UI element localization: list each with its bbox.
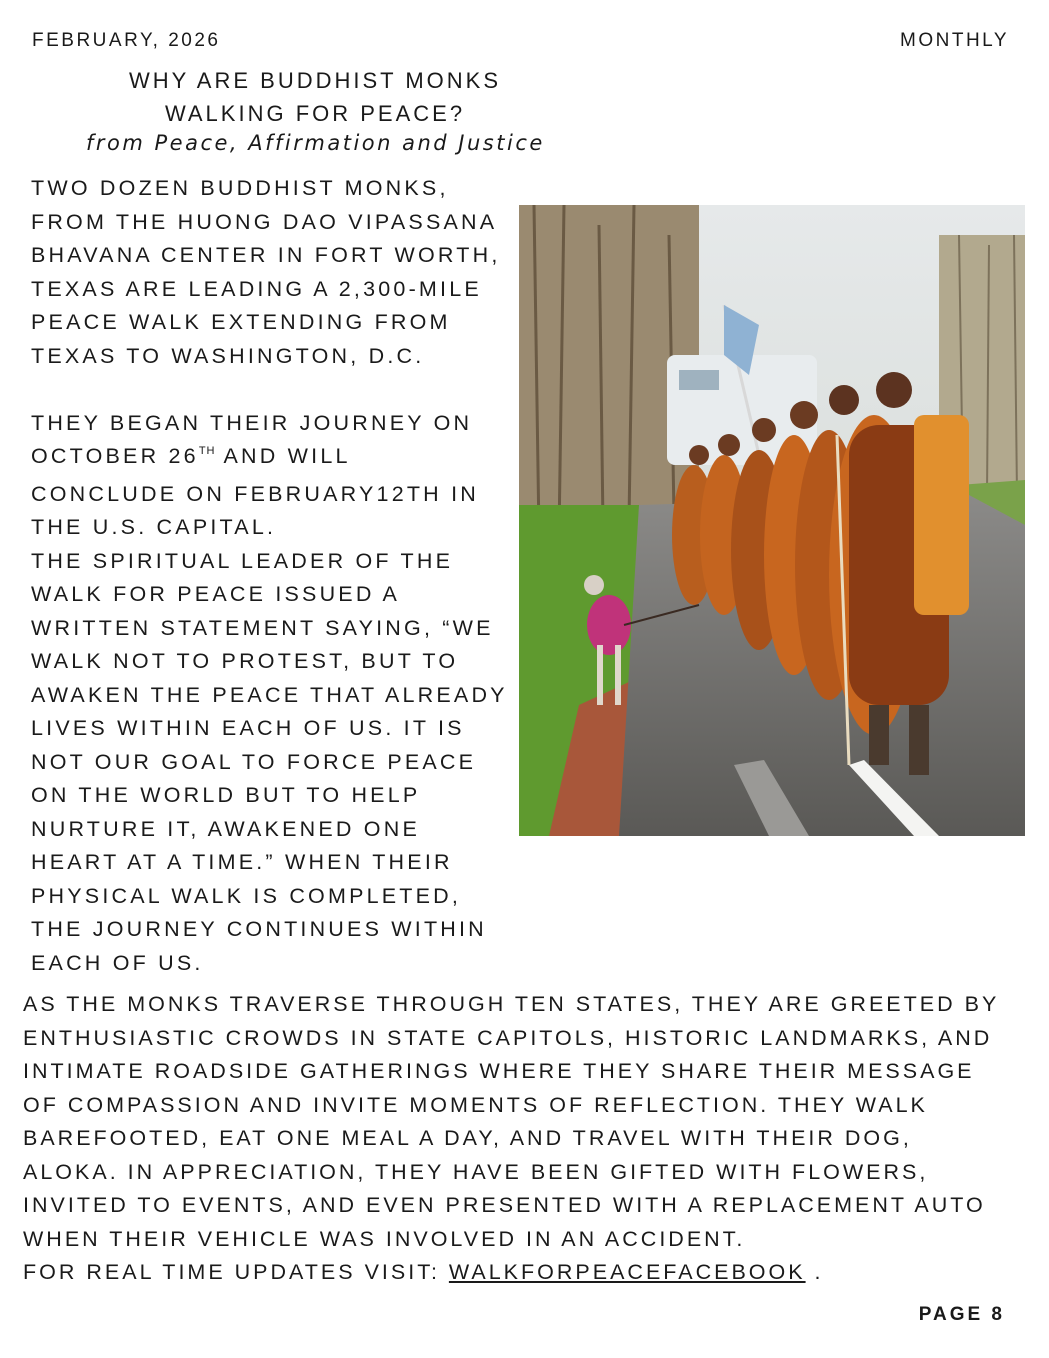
para-3-line: AWAKEN THE PEACE THAT ALREADY bbox=[31, 682, 508, 707]
para-3-line: HEART AT A TIME.” WHEN THEIR bbox=[31, 850, 453, 874]
para-4-line: BAREFOOTED, EAT ONE MEAL A DAY, AND TRAVEL WITH THEIR DOG, bbox=[23, 1126, 912, 1150]
para-2-line: THEY BEGAN THEIR JOURNEY ON bbox=[31, 410, 473, 435]
updates-line bbox=[23, 1256, 1023, 1290]
para-3-line: WRITTEN STATEMENT SAYING, “WE bbox=[31, 615, 494, 640]
para-1-line: FROM THE HUONG DAO VIPASSANA bbox=[31, 209, 498, 234]
para-4-line: INVITED TO EVENTS, AND EVEN PRESENTED WITH A REPLACEMENT AUTO bbox=[23, 1193, 986, 1217]
para-3-line: WALK NOT TO PROTEST, BUT TO bbox=[31, 649, 459, 673]
para-1-line: TEXAS TO WASHINGTON, D.C. bbox=[31, 343, 425, 368]
para-3-line: ON THE WORLD BUT TO HELP bbox=[31, 783, 421, 807]
article-title bbox=[60, 64, 570, 130]
para-3-line: EACH OF US. bbox=[31, 950, 204, 975]
date-text-after: AND WILL bbox=[215, 444, 351, 468]
para-4-line: AS THE MONKS TRAVERSE THROUGH TEN STATES, THEY ARE GREETED BY bbox=[23, 992, 1000, 1016]
para-3-line: NOT OUR GOAL TO FORCE PEACE bbox=[31, 749, 477, 774]
walk-for-peace-facebook-link[interactable]: WALKFORPEACEFACEBOOK bbox=[448, 1260, 806, 1284]
para-2-date-line bbox=[31, 440, 521, 478]
para-4-line: WHEN THEIR VEHICLE WAS INVOLVED IN AN ACCIDENT. bbox=[23, 1226, 746, 1251]
para-4-line: OF COMPASSION AND INVITE MOMENTS OF REFLECTION. THEY WALK bbox=[23, 1092, 928, 1117]
title-line-1: WHY ARE BUDDHIST MONKS bbox=[128, 68, 501, 93]
para-2-line: CONCLUDE ON FEBRUARY12TH IN bbox=[31, 481, 479, 506]
paragraph-gap bbox=[31, 373, 521, 407]
date-ordinal: TH bbox=[198, 445, 216, 457]
para-4-line: INTIMATE ROADSIDE GATHERINGS WHERE THEY SHARE THEIR MESSAGE bbox=[23, 1059, 975, 1083]
page-number: PAGE 8 bbox=[918, 1304, 1005, 1325]
title-line-2: WALKING FOR PEACE? bbox=[164, 101, 466, 126]
para-3-line: WALK FOR PEACE ISSUED A bbox=[31, 582, 401, 606]
para-4-line: ALOKA. IN APPRECIATION, THEY HAVE BEEN GIFTED WITH FLOWERS, bbox=[23, 1159, 929, 1184]
para-3-line: NURTURE IT, AWAKENED ONE bbox=[31, 816, 420, 841]
para-1-line: PEACE WALK EXTENDING FROM bbox=[31, 310, 451, 334]
para-3-line: THE JOURNEY CONTINUES WITHIN bbox=[31, 917, 487, 941]
para-3-line: PHYSICAL WALK IS COMPLETED, bbox=[31, 883, 462, 908]
article-column-text bbox=[31, 172, 521, 980]
para-3-line: LIVES WITHIN EACH OF US. IT IS bbox=[31, 716, 465, 740]
para-1-line: TEXAS ARE LEADING A 2,300-MILE bbox=[31, 276, 482, 301]
header-date: FEBRUARY, 2026 bbox=[32, 30, 221, 51]
article-wide-text bbox=[23, 988, 1023, 1290]
monks-walking-photo bbox=[519, 205, 1025, 836]
para-3-line: THE SPIRITUAL LEADER OF THE bbox=[31, 548, 454, 573]
updates-suffix: . bbox=[805, 1260, 824, 1284]
para-2-line: THE U.S. CAPITAL. bbox=[31, 515, 277, 539]
para-1-line: TWO DOZEN BUDDHIST MONKS, bbox=[31, 176, 449, 200]
para-1-line: BHAVANA CENTER IN FORT WORTH, bbox=[31, 243, 501, 267]
updates-prefix: FOR REAL TIME UPDATES VISIT: bbox=[23, 1260, 449, 1284]
date-text: OCTOBER 26 bbox=[31, 444, 199, 468]
article-source: from Peace, Affirmation and Justice bbox=[86, 131, 545, 155]
para-4-line: ENTHUSIASTIC CROWDS IN STATE CAPITOLS, HISTORIC LANDMARKS, AND bbox=[23, 1025, 993, 1050]
header-frequency: MONTHLY bbox=[900, 30, 1009, 51]
